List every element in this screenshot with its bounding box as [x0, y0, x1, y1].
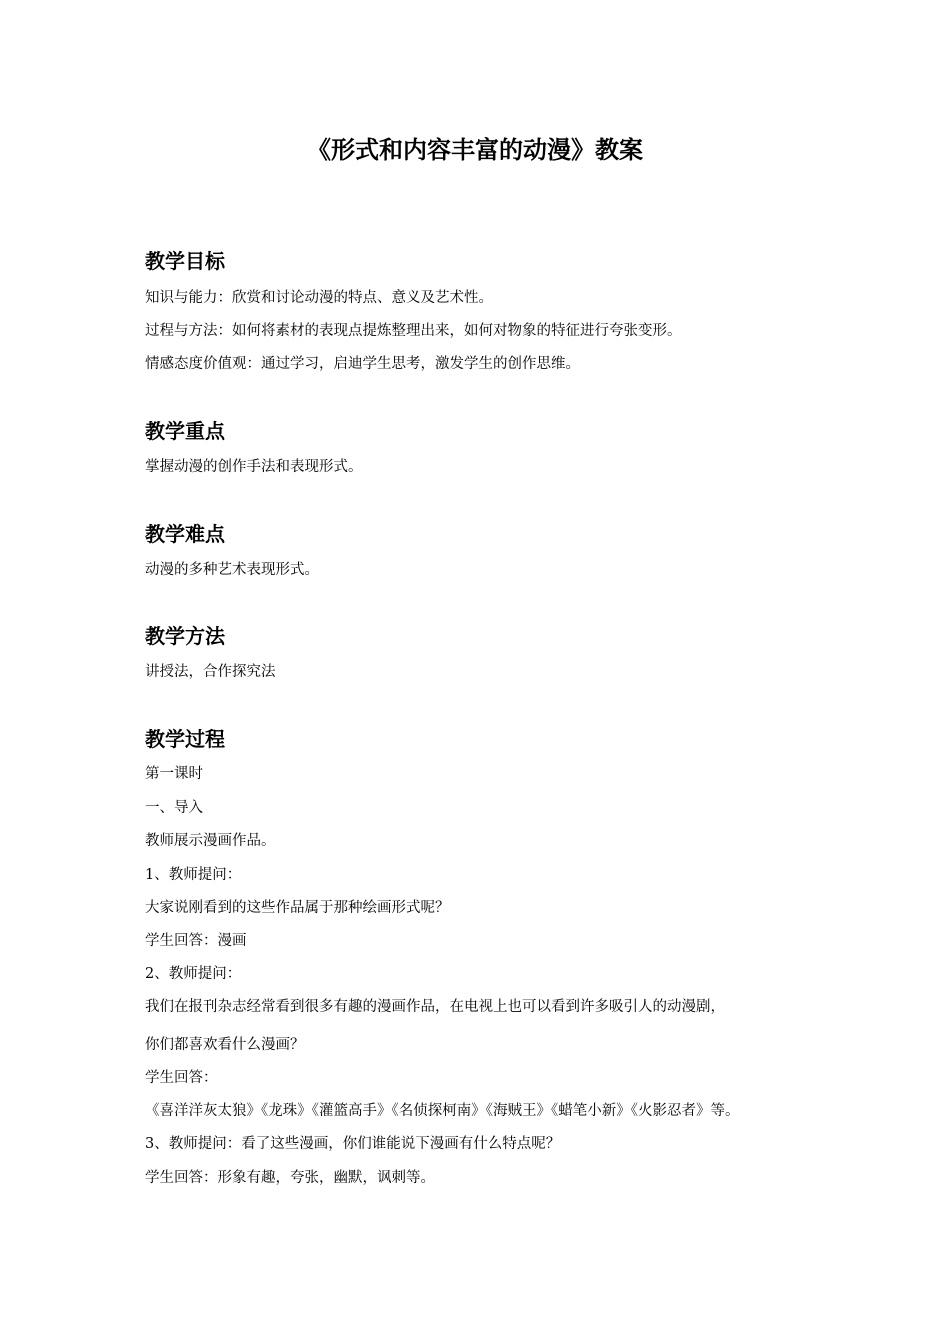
section-heading-difficulties: 教学难点: [145, 522, 225, 546]
objectives-line: 过程与方法：如何将素材的表现点提炼整理出来，如何对物象的特征进行夸张变形。: [145, 323, 682, 339]
process-line: 大家说刚看到的这些作品属于那种绘画形式呢？: [145, 900, 450, 916]
process-line: 3、教师提问：看了这些漫画，你们谁能说下漫画有什么特点呢？: [145, 1136, 561, 1152]
process-line: 你们都喜欢看什么漫画？: [145, 1037, 305, 1053]
process-line: 我们在报刊杂志经常看到很多有趣的漫画作品，在电视上也可以看到许多吸引人的动漫剧，: [145, 999, 725, 1015]
methods-line: 讲授法，合作探究法: [145, 664, 276, 680]
difficulties-line: 动漫的多种艺术表现形式。: [145, 562, 319, 578]
process-line: 一、导入: [145, 800, 203, 816]
section-heading-methods: 教学方法: [145, 624, 225, 648]
process-line: 学生回答：: [145, 1070, 218, 1086]
section-heading-process: 教学过程: [145, 727, 225, 751]
process-line: 第一课时: [145, 766, 203, 782]
section-heading-key-points: 教学重点: [145, 419, 225, 443]
process-line: 学生回答：漫画: [145, 933, 247, 949]
document-title: 《形式和内容丰富的动漫》教案: [307, 136, 643, 164]
process-line: 1、教师提问：: [145, 867, 242, 883]
process-line: 学生回答：形象有趣，夸张，幽默，讽刺等。: [145, 1170, 435, 1186]
process-line: 《喜洋洋灰太狼》《龙珠》《灌篮高手》《名侦探柯南》《海贼王》《蜡笔小新》《火影忍者》等。: [145, 1103, 740, 1119]
objectives-line: 知识与能力：欣赏和讨论动漫的特点、意义及艺术性。: [145, 290, 493, 306]
section-heading-objectives: 教学目标: [145, 249, 225, 273]
objectives-line: 情感态度价值观：通过学习，启迪学生思考，激发学生的创作思维。: [145, 356, 580, 372]
key-points-line: 掌握动漫的创作手法和表现形式。: [145, 459, 363, 475]
process-line: 教师展示漫画作品。: [145, 833, 276, 849]
process-line: 2、教师提问：: [145, 966, 242, 982]
